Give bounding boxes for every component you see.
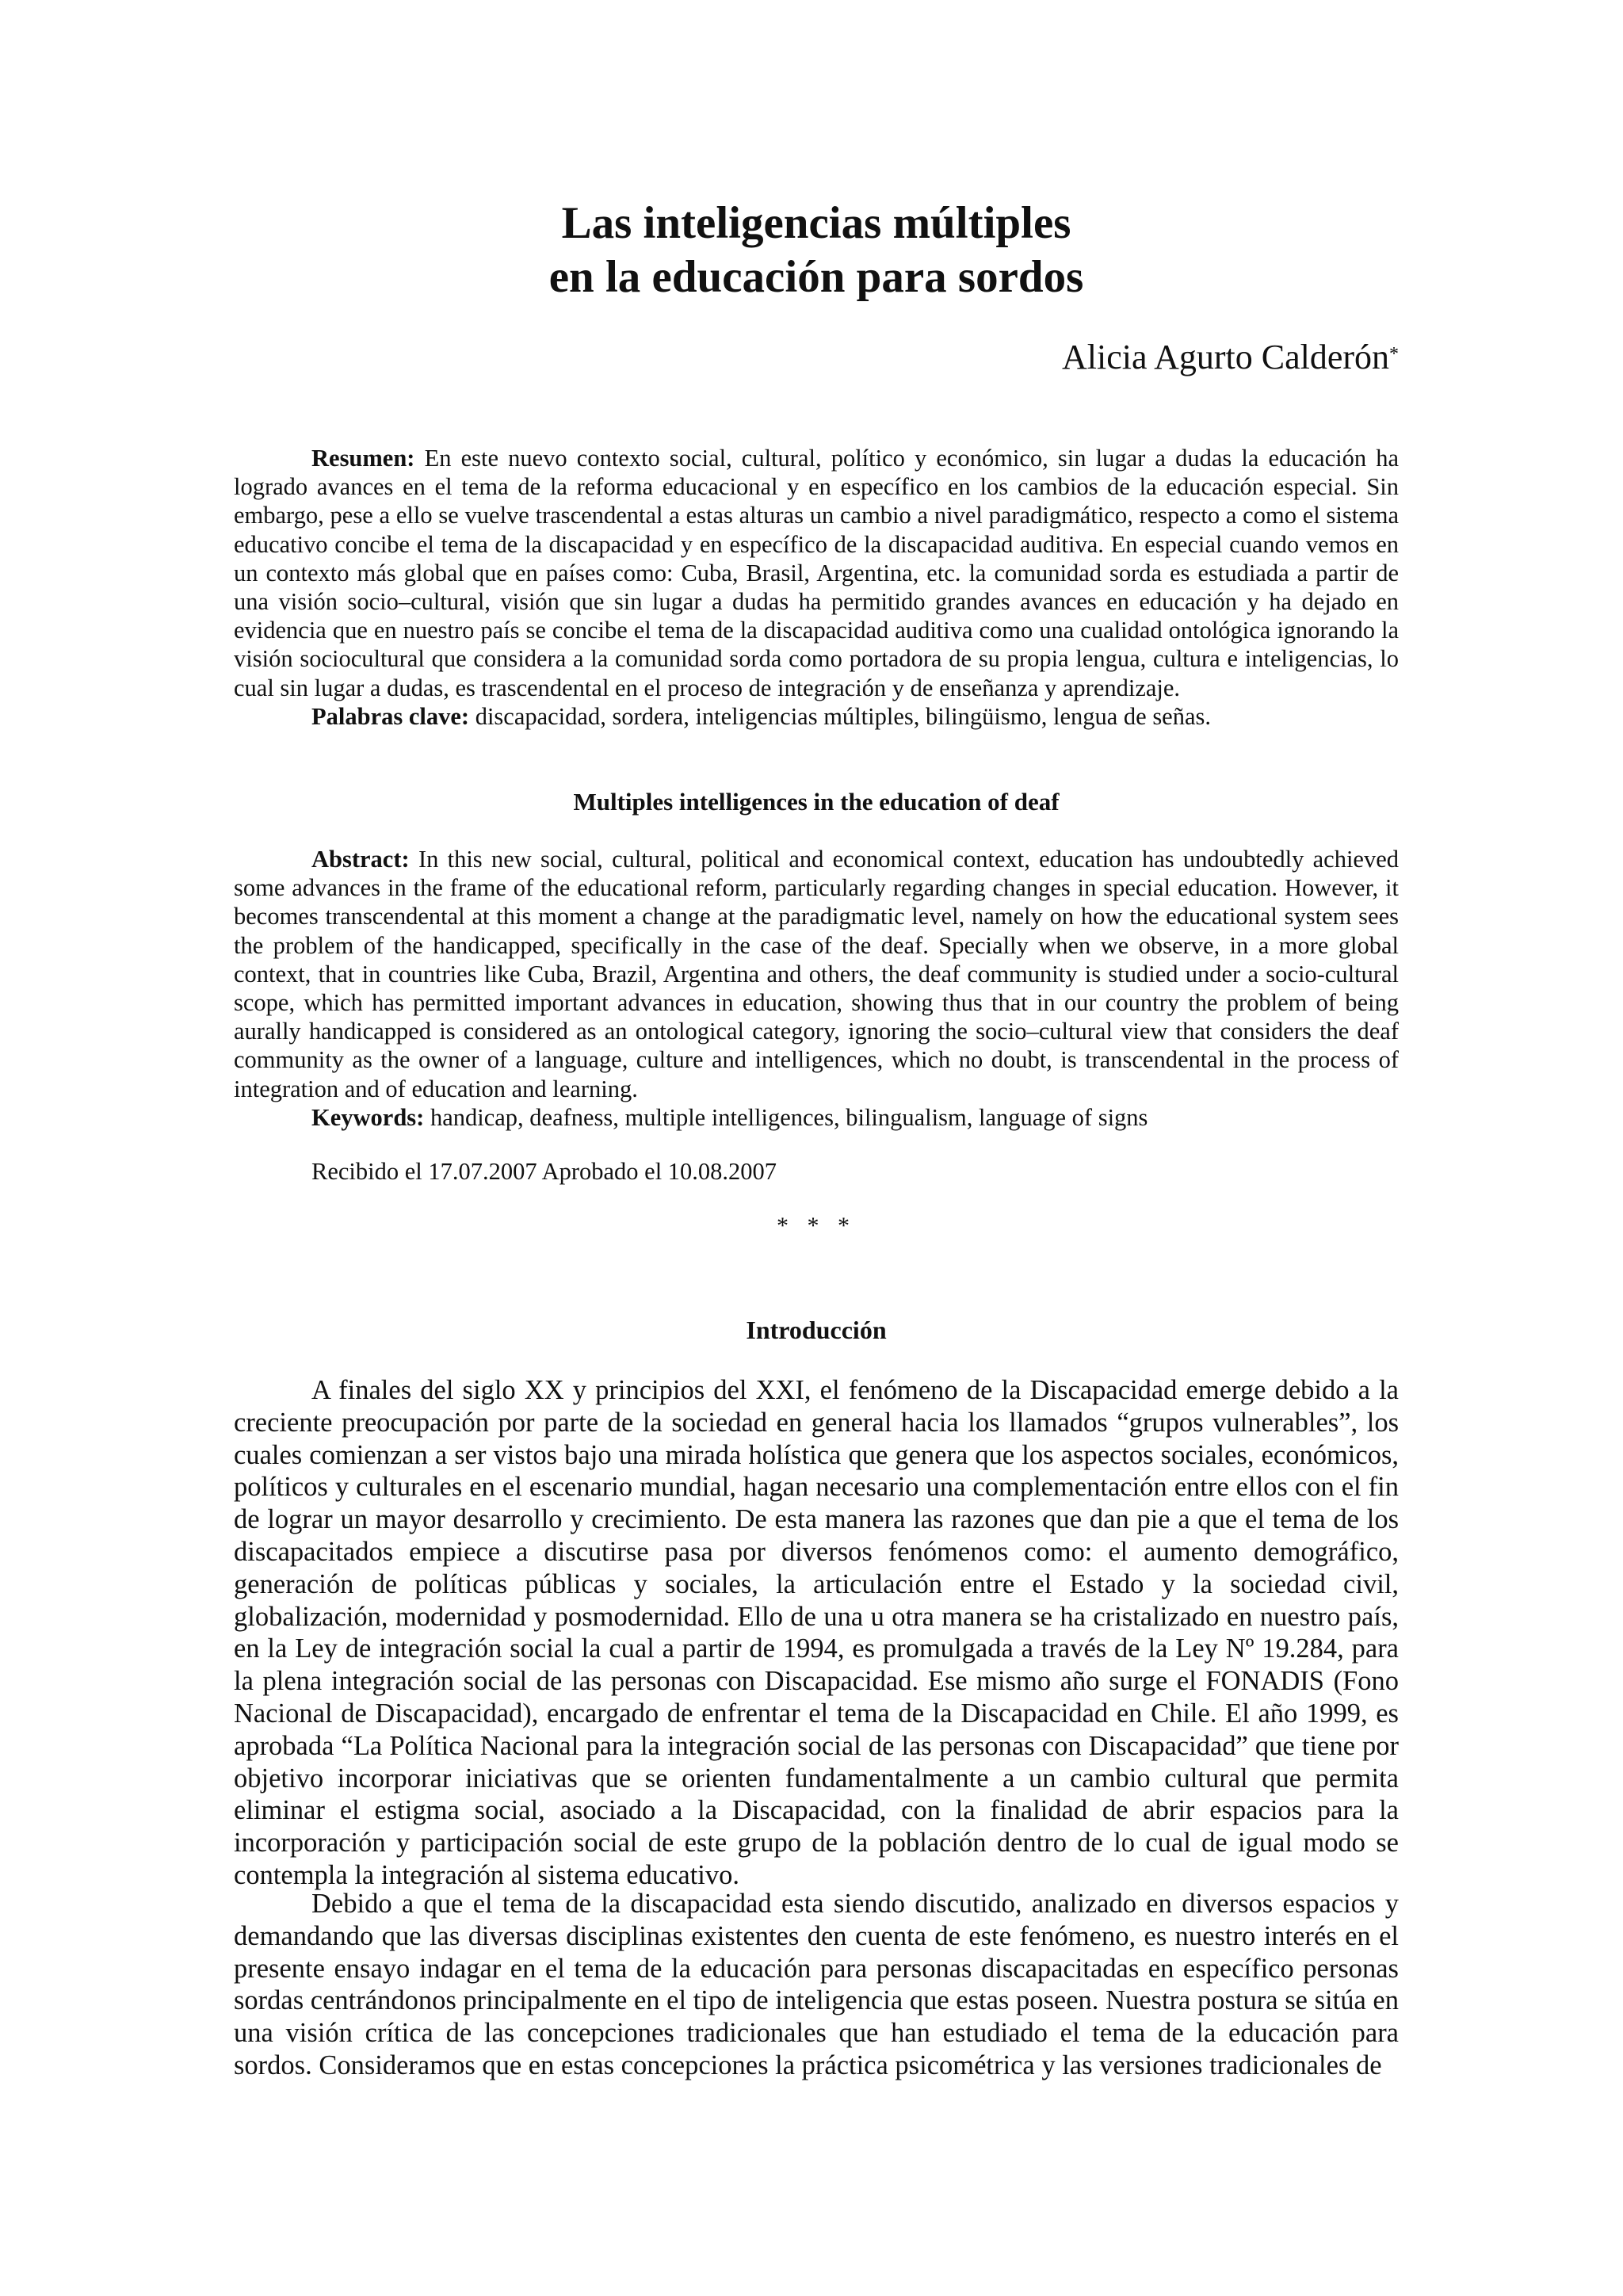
intro-paragraph-1: A finales del siglo XX y principios del XXI, el fenómeno de la Discapacidad emerge debido a la creciente preocupación por parte de la sociedad en general hacia los llamados “grupos vulnerables”, los cuales comienzan a ser vistos bajo una mirada holística que genera que los aspectos sociales, económicos, políticos y culturales en el escenario mundial, hagan necesario una complementación entre ellos con el fin de lograr un mayor desarrollo y crecimiento. De esta manera las razones que dan pie a que el tema de los discapacitados empiece a discutirse pasa por diversos fenómenos como: el aumento demográfico, generación de políticas públicas y sociales, la articulación entre el Estado y la sociedad civil, globalización, modernidad y posmodernidad. Ello de una u otra manera se ha cristalizado en nuestro país, en la Ley de integración social la cual a partir de 1994, es promulgada a través de la Ley Nº 19.284, para la plena integración social de las personas con Discapacidad. Ese mismo año surge el FONADIS (Fono Nacional de Discapacidad), encargado de enfrentar el tema de la Discapacidad en Chile. El año 1999, es aprobada “La Política Nacional para la integración social de las personas con Discapacidad” que tiene por objetivo incorporar iniciativas que se orienten fundamentalmente a un cambio cultural que permita eliminar el estigma social, asociado a la Discapacidad, con la finalidad de abrir espacios para la incorporación y participación social de este grupo de la población dentro de lo cual de igual modo se contempla la integración al sistema educativo.: [234, 1375, 1399, 1890]
resumen-paragraph: [234, 444, 1399, 702]
palabras-text: discapacidad, sordera, inteligencias múltiples, bilingüismo, lengua de señas.: [475, 702, 1212, 730]
author-footnote-mark: *: [1389, 344, 1399, 365]
abstract-paragraph: [234, 845, 1399, 1103]
abstract-label: Abstract:: [311, 846, 410, 873]
palabras-label: Palabras clave:: [311, 702, 470, 730]
received-approved-dates: Recibido el 17.07.2007 Aprobado el 10.08.2007: [311, 1158, 777, 1185]
section-heading-introduccion: Introducción: [746, 1316, 887, 1344]
keywords-text: handicap, deafness, multiple intelligences, bilingualism, language of signs: [430, 1103, 1148, 1131]
author-name: [1062, 337, 1399, 378]
author-text: Alicia Agurto Calderón: [1061, 338, 1389, 376]
paper-title: [234, 197, 1399, 304]
section-separator: * * *: [777, 1213, 856, 1239]
english-title: Multiples intelligences in the education of deaf: [573, 788, 1060, 816]
palabras-clave: [234, 702, 1399, 731]
resumen-text: En este nuevo contexto social, cultural, político y económico, sin lugar a dudas la educación ha logrado avances en el tema de la reforma educacional y en específico en los cambios de la educación especial. Sin embargo, pese a ello se vuelve trascendental a estas alturas un cambio a nivel paradigmático, respecto a como el sistema educativo concibe el tema de la discapacidad y en específico de la discapacidad auditiva. En especial cuando vemos en un contexto más global que en países como: Cuba, Brasil, Argentina, etc. la comunidad sorda es estudiada a partir de una visión socio–cultural, visión que sin lugar a dudas ha permitido grandes avances en educación y ha dejado en evidencia que en nuestro país se concibe el tema de la discapacidad auditiva como una cualidad ontológica ignorando la visión sociocultural que considera a la comunidad sorda como portadora de su propia lengua, cultura e inteligencias, lo cual sin lugar a dudas, es trascendental en el proceso de integración y de enseñanza y aprendizaje.: [234, 445, 1399, 701]
title-line-2: en la educación para sordos: [548, 252, 1084, 302]
keywords: [234, 1103, 1399, 1132]
intro-paragraph-2: Debido a que el tema de la discapacidad esta siendo discutido, analizado en diversos espacios y demandando que las diversas disciplinas existentes den cuenta de este fenómeno, es nuestro interés en el presente ensayo indagar en el tema de la educación para personas discapacitadas en específico personas sordas centrándonos principalmente en el tipo de inteligencia que estas poseen. Nuestra postura se sitúa en una visión crítica de las concepciones tradicionales que han estudiado el tema de la educación para sordos. Consideramos que en estas concepciones la práctica psicométrica y las versiones tradicionales de: [234, 1889, 1399, 2080]
title-line-1: Las inteligencias múltiples: [561, 198, 1071, 248]
abstract-text: In this new social, cultural, political and economical context, education has undoubtedly achieved some advances in the frame of the educational reform, particularly regarding changes in special education. However, it becomes transcendental at this moment a change at the paradigmatic level, namely on how the educational system sees the problem of the handicapped, specifically in the case of the deaf. Specially when we observe, in a more global context, that in countries like Cuba, Brazil, Argentina and others, the deaf community is studied under a socio-cultural scope, which has permitted important advances in education, showing thus that in our country the problem of being aurally handicapped is considered as an ontological category, ignoring the socio–cultural view that considers the deaf community as the owner of a language, culture and intelligences, which no doubt, is transcendental in the process of integration and of education and learning.: [234, 846, 1400, 1102]
resumen-label: Resumen:: [311, 445, 415, 472]
keywords-label: Keywords:: [311, 1103, 425, 1131]
abstract-block: [234, 845, 1399, 1132]
resumen-block: [234, 444, 1399, 731]
